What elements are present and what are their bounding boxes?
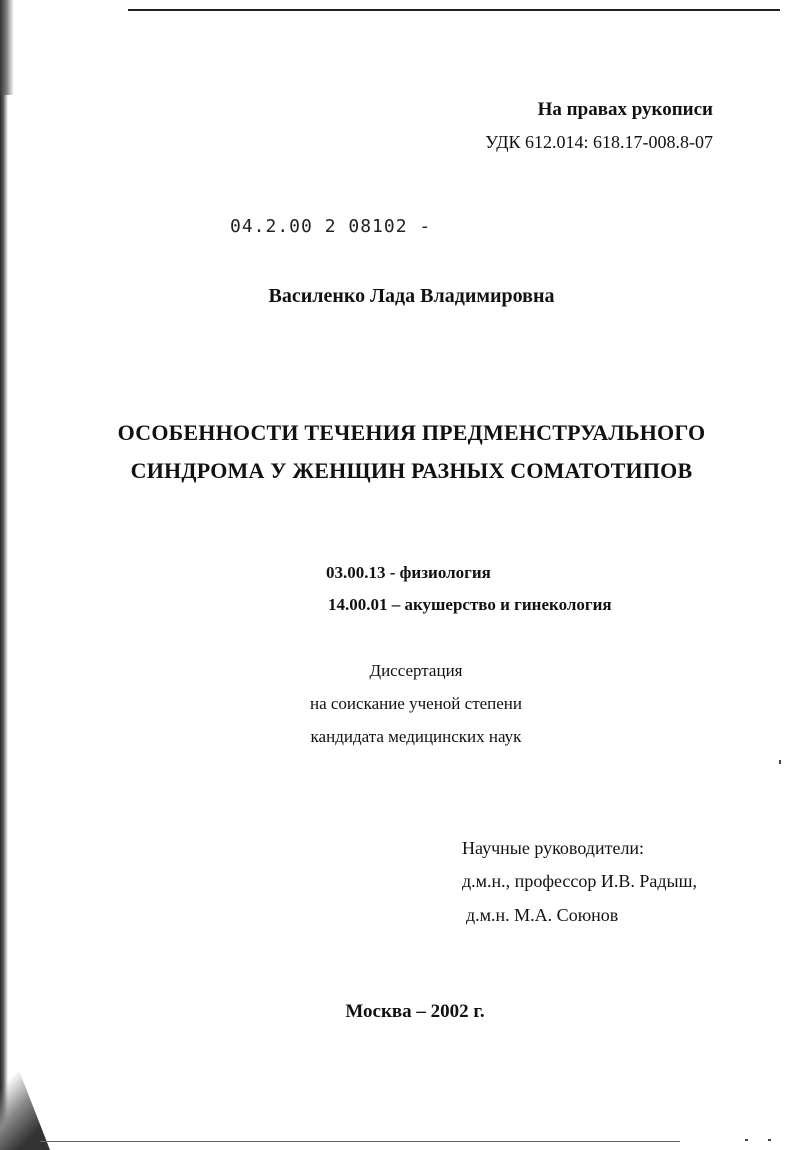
supervisor-radysh: д.м.н., профессор И.В. Радыш, <box>462 871 698 891</box>
scan-left-shadow <box>0 0 14 95</box>
scan-bottom-corner <box>0 1040 50 1150</box>
specialty-obstetrics: 14.00.01 – акушерство и гинекология <box>328 595 612 614</box>
scan-top-border <box>128 9 780 11</box>
thesis-title-line-1: ОСОБЕННОСТИ ТЕЧЕНИЯ ПРЕДМЕНСТРУАЛЬНОГО <box>117 420 706 445</box>
supervisor-soyunov: д.м.н. М.А. Союнов <box>466 905 619 925</box>
supervisors-heading: Научные руководители: <box>462 838 645 858</box>
scan-speck <box>745 1139 748 1141</box>
city-year: Москва – 2002 г. <box>345 1001 485 1022</box>
degree-line-2: кандидата медицинских наук <box>310 727 522 746</box>
scan-left-edge <box>0 0 8 1150</box>
manuscript-rights: На правах рукописи <box>537 99 713 120</box>
specialty-physiology: 03.00.13 - физиология <box>326 563 491 582</box>
scan-bottom-border <box>40 1141 680 1142</box>
udk-code: УДК 612.014: 618.17-008.8-07 <box>485 132 713 152</box>
thesis-title-line-2: СИНДРОМА У ЖЕНЩИН РАЗНЫХ СОМАТОТИПОВ <box>130 458 693 483</box>
dissertation-label: Диссертация <box>369 661 463 680</box>
author-name: Василенко Лада Владимировна <box>268 285 555 307</box>
scan-speck <box>779 760 781 764</box>
registration-stamp: 04.2.00 2 08102 - <box>230 216 432 237</box>
scan-speck <box>768 1139 771 1141</box>
degree-line-1: на соискание ученой степени <box>309 694 523 713</box>
